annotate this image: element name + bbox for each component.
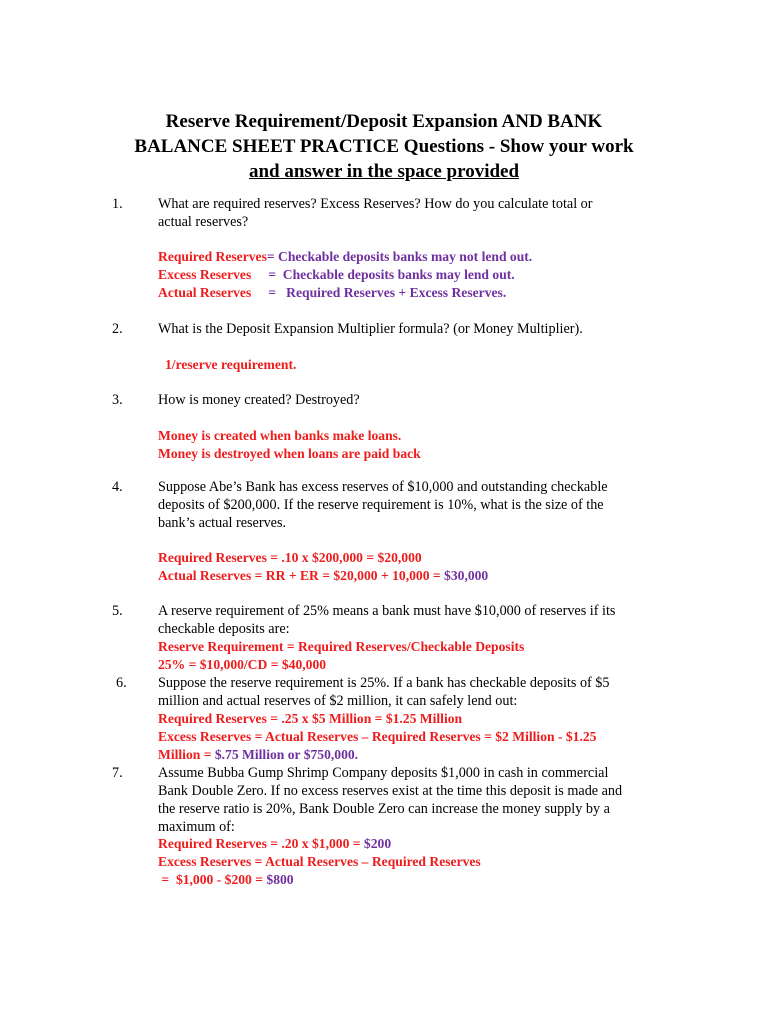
document-title bbox=[100, 109, 668, 184]
question-text: A reserve requirement of 25% means a bank must have $10,000 of reserves if its checkable deposits are: bbox=[158, 603, 616, 637]
question-number: 1. bbox=[112, 196, 123, 212]
question-number: 3. bbox=[112, 392, 123, 408]
question-text: Assume Bubba Gump Shrimp Company deposits $1,000 in cash in commercial Bank Double Zero. If no excess reserves exist at the time this deposit is made and the reserve ratio is 20%, Bank Double Zero can increase the money supply by a maximum of: bbox=[158, 765, 623, 835]
title-line-3: and answer in the space provided bbox=[248, 161, 520, 182]
question-number: 7. bbox=[112, 765, 123, 781]
question-text: Suppose the reserve requirement is 25%. If a bank has checkable deposits of $5 million and actual reserves of $2 million, it can safely lend out: bbox=[158, 675, 610, 709]
title-line-1: Reserve Requirement/Deposit Expansion AND BANK bbox=[165, 111, 603, 132]
question-text: What is the Deposit Expansion Multiplier formula? (or Money Multiplier). bbox=[158, 321, 583, 337]
question-number: 4. bbox=[112, 479, 123, 495]
question-number: 2. bbox=[112, 321, 123, 337]
title-line-2: BALANCE SHEET PRACTICE Questions - Show your work bbox=[134, 136, 634, 157]
question-text: What are required reserves? Excess Reserves? How do you calculate total or actual reserves? bbox=[158, 196, 593, 230]
question-text: Suppose Abe’s Bank has excess reserves of $10,000 and outstanding checkable deposits of $200,000. If the reserve requirement is 10%, what is the size of the bank’s actual reserves. bbox=[158, 479, 608, 531]
question-number: 5. bbox=[112, 603, 123, 619]
question-number: 6. bbox=[116, 675, 127, 691]
question-text: How is money created? Destroyed? bbox=[158, 392, 360, 408]
